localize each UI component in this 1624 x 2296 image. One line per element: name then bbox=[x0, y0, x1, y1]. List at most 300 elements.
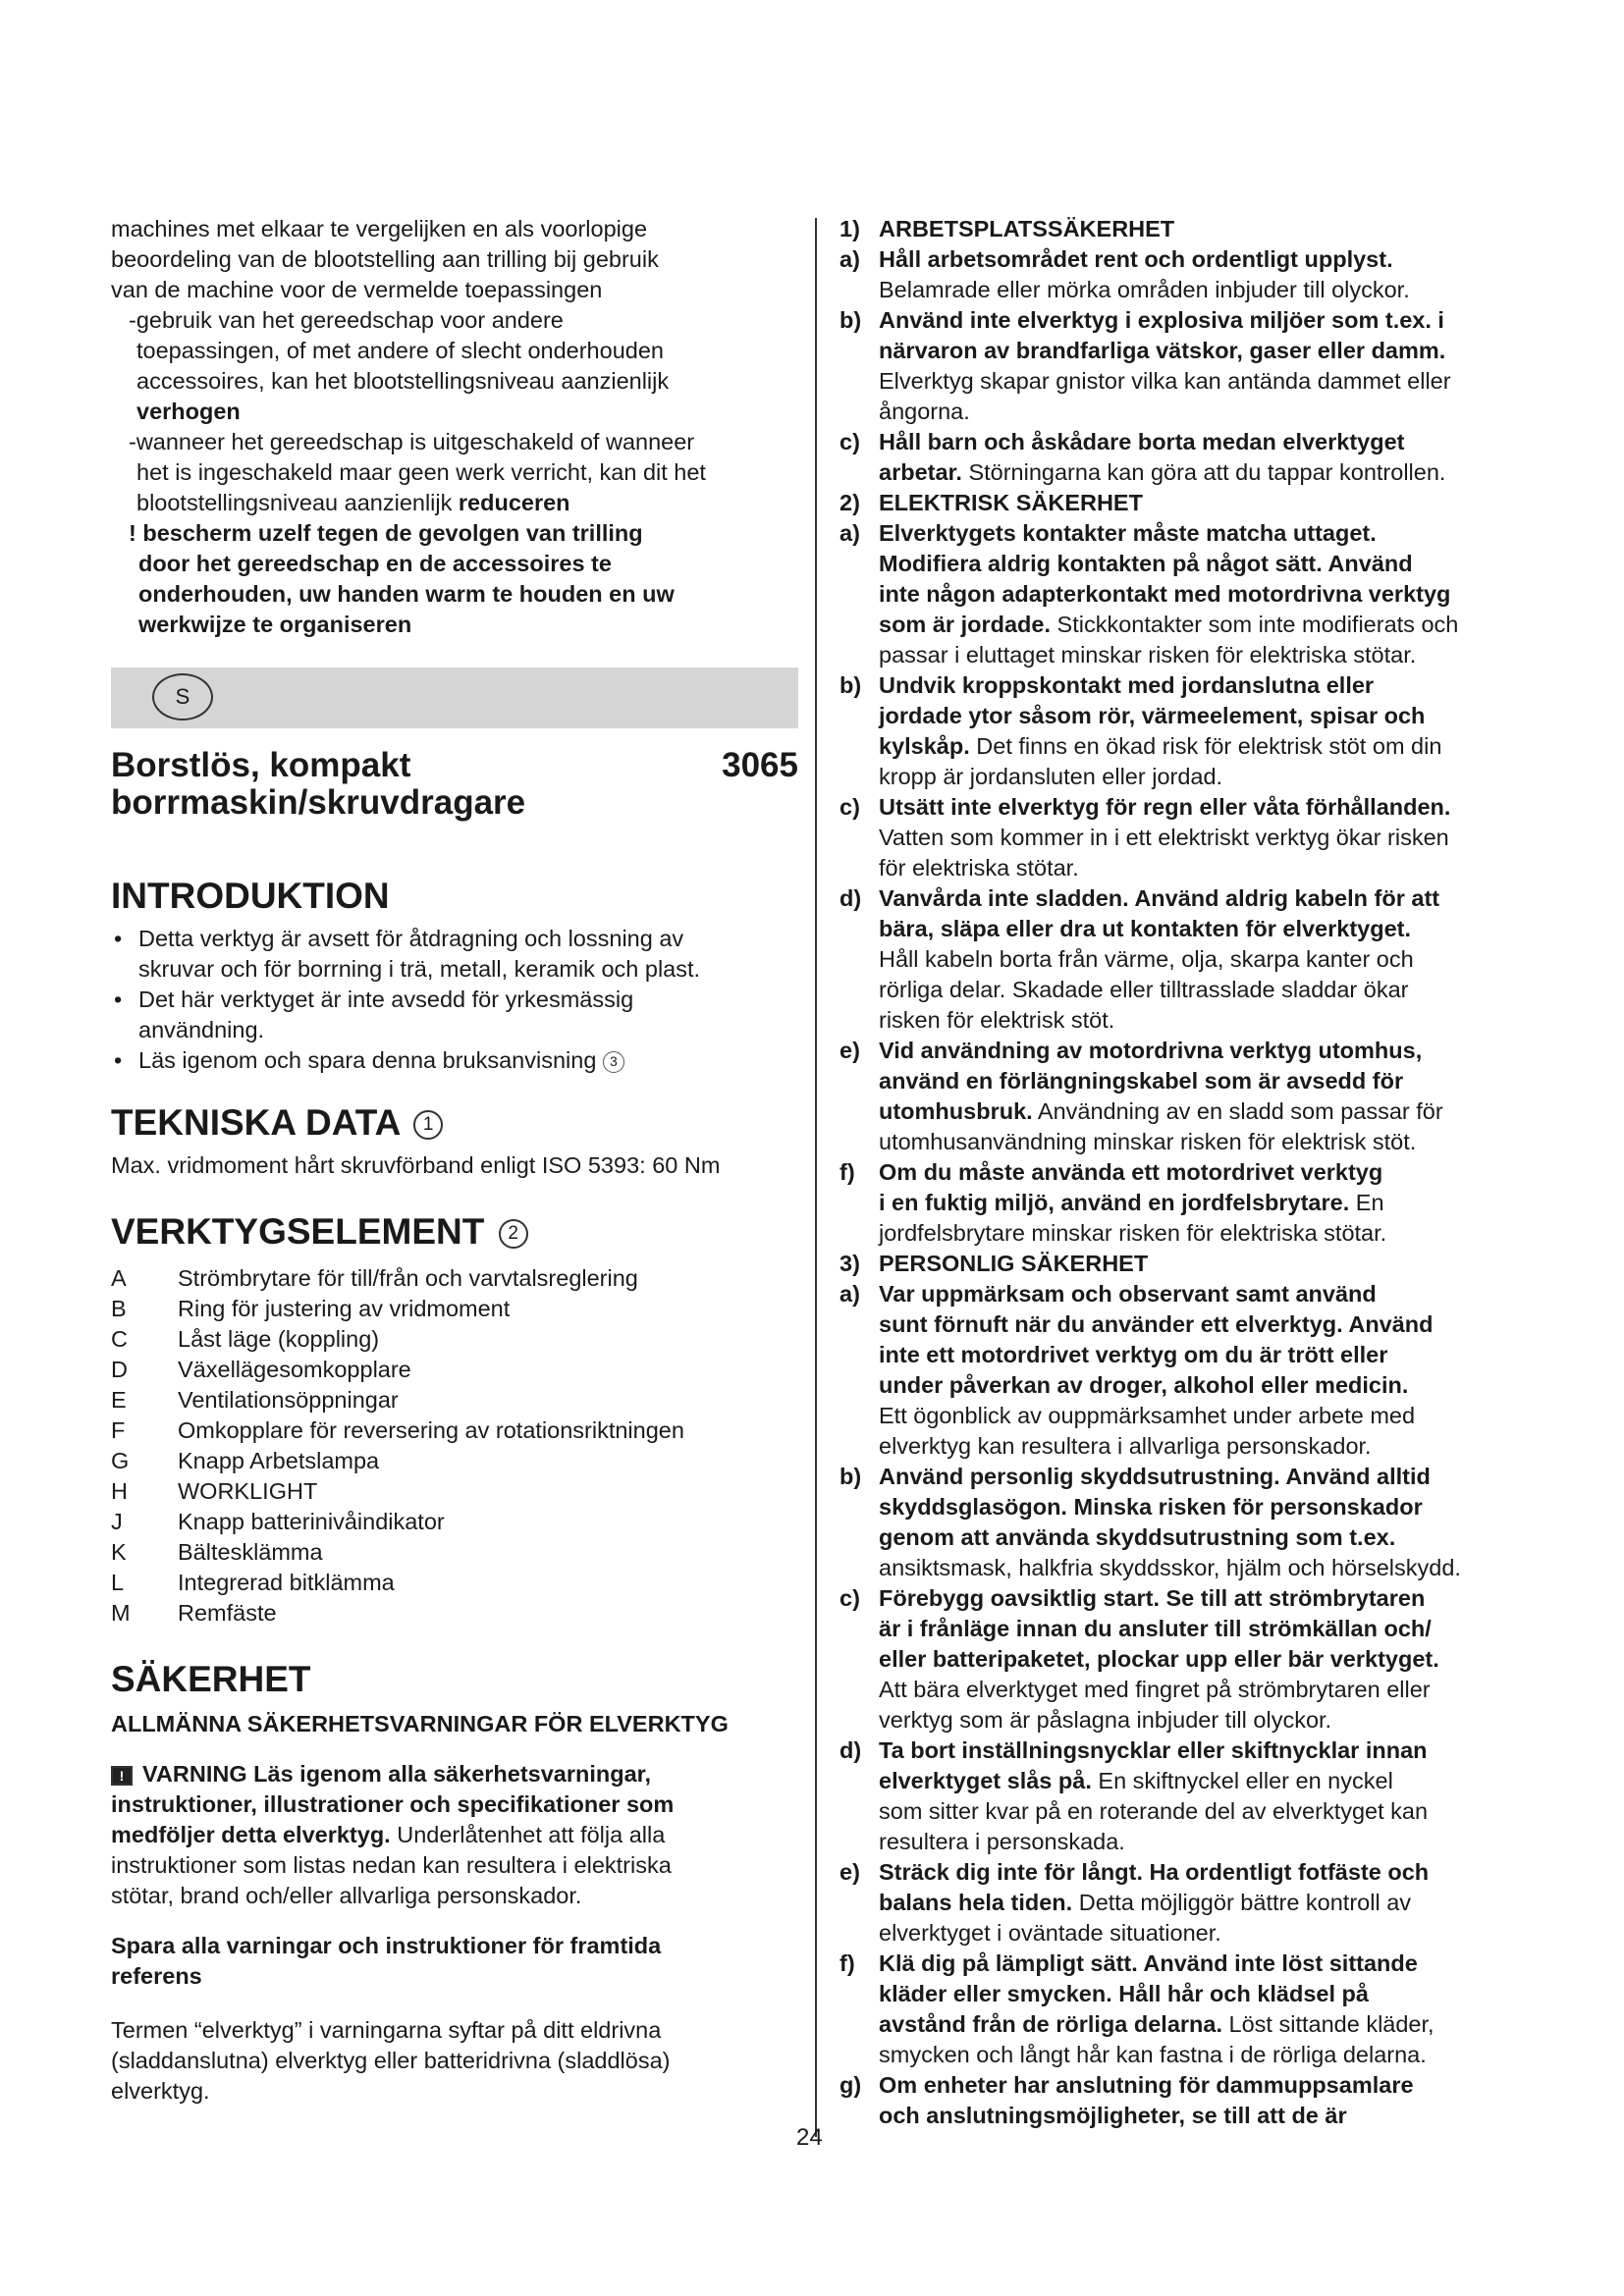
item-text bbox=[879, 853, 1532, 883]
text-line: het is ingeschakeld maar geen werk verricht, kan dit het bbox=[136, 459, 706, 485]
text-span: Om du måste använda ett motordrivet verktyg bbox=[879, 1159, 1383, 1185]
safety-line bbox=[839, 1340, 1532, 1370]
safety-line bbox=[839, 1492, 1532, 1522]
text-span: skyddsglasögon. Minska risken för personskador bbox=[879, 1494, 1423, 1520]
part-row bbox=[111, 1294, 798, 1324]
safety-line bbox=[839, 1675, 1532, 1705]
safety-line bbox=[839, 823, 1532, 853]
safety-line bbox=[839, 853, 1532, 883]
part-row bbox=[111, 1385, 798, 1415]
list-item bbox=[111, 1045, 798, 1076]
text-line: Spara alla varningar och instruktioner för framtida bbox=[111, 1933, 662, 1958]
item-text bbox=[879, 2009, 1532, 2040]
intro-bullets bbox=[111, 924, 798, 1076]
text-span: och anslutningsmöjligheter, se till att de är bbox=[879, 2103, 1347, 2128]
text-span: Elverktygets kontakter måste matcha uttaget. bbox=[879, 520, 1377, 546]
part-description: Strömbrytare för till/från och varvtalsreglering bbox=[178, 1265, 638, 1291]
safety-line bbox=[839, 1735, 1532, 1766]
text-span: PERSONLIG SÄKERHET bbox=[879, 1251, 1149, 1276]
part-letter: L bbox=[111, 1570, 125, 1595]
text-line: -wanneer het gereedschap is uitgeschakeld of wanneer bbox=[129, 429, 695, 454]
text-span: elverktyg kan resultera i allvarliga personskador. bbox=[879, 1433, 1372, 1459]
text-span: Om enheter har anslutning för dammuppsamlare bbox=[879, 2072, 1414, 2098]
item-text bbox=[879, 579, 1532, 610]
safety-line bbox=[839, 275, 1532, 305]
item-label bbox=[839, 1675, 879, 1705]
item-label bbox=[839, 1827, 879, 1857]
save-instructions bbox=[111, 1931, 798, 1992]
part-row bbox=[111, 1415, 798, 1446]
safety-line bbox=[839, 975, 1532, 1005]
part-row bbox=[111, 1324, 798, 1355]
text-span: Löst sittande kläder, bbox=[1222, 2011, 1435, 2037]
part-letter: G bbox=[111, 1448, 130, 1473]
item-label bbox=[839, 1644, 879, 1675]
safety-line bbox=[839, 2070, 1532, 2101]
text-span: Sträck dig inte för långt. Ha ordentligt fotfäste och bbox=[879, 1859, 1430, 1885]
text-span: jordfelsbrytare minskar risken för elektriska stötar. bbox=[879, 1220, 1387, 1246]
text-span: Att bära elverktyget med fingret på strömbrytaren eller bbox=[879, 1677, 1431, 1702]
text-span: VARNING Läs igenom alla säkerhetsvarningar, bbox=[142, 1761, 652, 1787]
text-span: inte någon adapterkontakt med motordrivna verktyg bbox=[879, 581, 1451, 607]
text-line: accessoires, kan het blootstellingsniveau aanzienlijk bbox=[136, 368, 670, 394]
text-span: Belamrade eller mörka områden inbjuder till olyckor. bbox=[879, 277, 1410, 302]
text-line bbox=[111, 1820, 798, 1850]
item-label bbox=[839, 457, 879, 488]
safety-line bbox=[839, 397, 1532, 427]
safety-line bbox=[839, 1583, 1532, 1614]
figure-ref-1: 1 bbox=[413, 1110, 443, 1140]
item-label bbox=[839, 1005, 879, 1036]
item-text bbox=[879, 1492, 1532, 1522]
safety-line bbox=[839, 1370, 1532, 1401]
text-span: Håll kabeln borta från värme, olja, skarpa kanter och bbox=[879, 946, 1414, 972]
item-text bbox=[879, 792, 1532, 823]
item-text bbox=[879, 1188, 1532, 1218]
item-text bbox=[879, 1979, 1532, 2009]
section-heading-tekniska-data bbox=[111, 1101, 798, 1145]
text-span: elverktyget i oväntade situationer. bbox=[879, 1920, 1221, 1946]
safety-line bbox=[839, 579, 1532, 610]
part-letter: C bbox=[111, 1326, 128, 1352]
safety-line bbox=[839, 1766, 1532, 1796]
text-span: Användning av en sladd som passar för bbox=[1032, 1098, 1443, 1124]
safety-line bbox=[839, 1979, 1532, 2009]
section-heading-verktygselement bbox=[111, 1210, 798, 1254]
item-label: g) bbox=[839, 2072, 862, 2098]
safety-line bbox=[839, 1644, 1532, 1675]
item-text bbox=[879, 1735, 1532, 1766]
text-span: Elverktyg skapar gnistor vilka kan antända dammet eller bbox=[879, 368, 1451, 394]
warning-icon: ! bbox=[111, 1766, 133, 1786]
item-label bbox=[839, 1370, 879, 1401]
item-text bbox=[879, 944, 1532, 975]
item-text bbox=[879, 731, 1532, 762]
item-text bbox=[879, 1279, 1532, 1309]
item-text bbox=[879, 762, 1532, 792]
text-span: ansiktsmask, halkfria skyddsskor, hjälm och hörselskydd. bbox=[879, 1555, 1461, 1580]
item-text bbox=[879, 1918, 1532, 1949]
text-span: Undvik kroppskontakt med jordanslutna eller bbox=[879, 672, 1375, 698]
item-label bbox=[839, 2101, 879, 2131]
item-text bbox=[879, 1949, 1532, 1979]
part-description: Växellägesomkopplare bbox=[178, 1357, 411, 1382]
text-line: van de machine voor de vermelde toepassingen bbox=[111, 277, 603, 302]
item-text bbox=[879, 1066, 1532, 1096]
text-span: under påverkan av droger, alkohol eller medicin. bbox=[879, 1372, 1409, 1398]
text-line: skruvar och för borrning i trä, metall, keramik och plast. bbox=[138, 956, 701, 982]
part-description: WORKLIGHT bbox=[178, 1478, 318, 1504]
safety-line bbox=[839, 1036, 1532, 1066]
part-description: Bältesklämma bbox=[178, 1539, 323, 1565]
general-warning bbox=[111, 1759, 798, 1911]
figure-ref-3: 3 bbox=[603, 1051, 624, 1073]
text-line: toepassingen, of met andere of slecht onderhouden bbox=[136, 338, 664, 363]
text-span: ELEKTRISK SÄKERHET bbox=[879, 490, 1143, 515]
text-span: smycken och långt hår kan fastna i de rörliga delarna. bbox=[879, 2042, 1427, 2067]
part-letter: B bbox=[111, 1296, 127, 1321]
safety-line bbox=[839, 336, 1532, 366]
item-text bbox=[879, 1827, 1532, 1857]
safety-line bbox=[839, 1279, 1532, 1309]
text-line: -gebruik van het gereedschap voor andere bbox=[129, 307, 564, 333]
text-span: Det finns en ökad risk för elektrisk stöt om din bbox=[969, 733, 1442, 759]
item-text bbox=[879, 640, 1532, 670]
item-label: e) bbox=[839, 1038, 860, 1063]
text-line: verhogen bbox=[136, 399, 241, 424]
item-label bbox=[839, 1431, 879, 1462]
part-description: Knapp Arbetslampa bbox=[178, 1448, 380, 1473]
safety-line bbox=[839, 1553, 1532, 1583]
item-label bbox=[839, 1340, 879, 1370]
text-line: Termen “elverktyg” i varningarna syftar på ditt eldrivna bbox=[111, 2017, 662, 2043]
safety-line bbox=[839, 2101, 1532, 2131]
item-label: a) bbox=[839, 520, 860, 546]
item-text bbox=[879, 305, 1532, 336]
text-span: medföljer detta elverktyg. bbox=[111, 1822, 391, 1847]
item-label bbox=[839, 1127, 879, 1157]
safety-line bbox=[839, 1249, 1532, 1279]
item-label bbox=[839, 640, 879, 670]
text-span: avstånd från de rörliga delarna. bbox=[879, 2011, 1222, 2037]
text-line bbox=[111, 1759, 798, 1789]
item-text bbox=[879, 1005, 1532, 1036]
item-text bbox=[879, 1431, 1532, 1462]
list-item bbox=[111, 985, 798, 1045]
product-title bbox=[111, 747, 798, 822]
text-line: onderhouden, uw handen warm te houden en uw bbox=[138, 581, 675, 607]
item-label bbox=[839, 1614, 879, 1644]
text-span: som är jordade. bbox=[879, 612, 1051, 637]
safety-line bbox=[839, 701, 1532, 731]
item-text bbox=[879, 336, 1532, 366]
text-span: Vatten som kommer in i ett elektriskt verktyg ökar risken bbox=[879, 825, 1449, 850]
text-line: stötar, brand och/eller allvarliga personskador. bbox=[111, 1883, 582, 1908]
vibration-warning bbox=[111, 518, 798, 640]
item-label bbox=[839, 2009, 879, 2040]
safety-line bbox=[839, 944, 1532, 975]
text-span: närvaron av brandfarliga vätskor, gaser eller damm. bbox=[879, 338, 1446, 363]
item-text bbox=[879, 275, 1532, 305]
part-description: Remfäste bbox=[178, 1600, 277, 1626]
part-description: Ventilationsöppningar bbox=[178, 1387, 399, 1413]
item-label bbox=[839, 336, 879, 366]
text-span: Håll arbetsområdet rent och ordentligt upplyst. bbox=[879, 246, 1393, 272]
item-label: a) bbox=[839, 246, 860, 272]
item-label bbox=[839, 1096, 879, 1127]
item-text bbox=[879, 518, 1532, 549]
part-description: Integrerad bitklämma bbox=[178, 1570, 395, 1595]
safety-line bbox=[839, 1066, 1532, 1096]
text-span: passar i eluttaget minskar risken för elektriska stötar. bbox=[879, 642, 1417, 667]
text-span: Ta bort inställningsnycklar eller skiftnycklar innan bbox=[879, 1737, 1428, 1763]
section-heading-sakerhet: SÄKERHET bbox=[111, 1659, 311, 1699]
part-row bbox=[111, 1355, 798, 1385]
text-span: som sitter kvar på en roterande del av elverktyget kan bbox=[879, 1798, 1429, 1824]
item-label: 2) bbox=[839, 490, 860, 515]
safety-line bbox=[839, 1614, 1532, 1644]
item-label: d) bbox=[839, 1737, 862, 1763]
item-label bbox=[839, 1492, 879, 1522]
safety-line bbox=[839, 2040, 1532, 2070]
safety-line bbox=[839, 792, 1532, 823]
item-label: b) bbox=[839, 307, 862, 333]
part-row bbox=[111, 1263, 798, 1294]
item-text bbox=[879, 1401, 1532, 1431]
safety-line bbox=[839, 610, 1532, 640]
text-span: En skiftnyckel eller en nyckel bbox=[1091, 1768, 1393, 1793]
text-span: Stickkontakter som inte modifierats och bbox=[1051, 612, 1459, 637]
item-label bbox=[839, 1796, 879, 1827]
item-text bbox=[879, 883, 1532, 914]
item-label: b) bbox=[839, 672, 862, 698]
text-span: eller batteripaketet, plockar upp eller bär verktyget. bbox=[879, 1646, 1439, 1672]
item-label bbox=[839, 1918, 879, 1949]
text-line: beoordeling van de blootstelling aan trilling bij gebruik bbox=[111, 246, 659, 272]
text-span: Ett ögonblick av ouppmärksamhet under arbete med bbox=[879, 1403, 1416, 1428]
item-label bbox=[839, 853, 879, 883]
item-label bbox=[839, 610, 879, 640]
item-label bbox=[839, 549, 879, 579]
item-label: c) bbox=[839, 1585, 860, 1611]
safety-line bbox=[839, 518, 1532, 549]
safety-line bbox=[839, 244, 1532, 275]
safety-line bbox=[839, 1827, 1532, 1857]
text-span: Förebygg oavsiktlig start. Se till att strömbrytaren bbox=[879, 1585, 1426, 1611]
item-text bbox=[879, 2040, 1532, 2070]
text-line: • Detta verktyg är avsett för åtdragning och lossning av bbox=[138, 926, 684, 951]
section-heading-introduktion: INTRODUKTION bbox=[111, 876, 390, 916]
part-row bbox=[111, 1568, 798, 1598]
text-span: elverktyget slås på. bbox=[879, 1768, 1092, 1793]
item-text bbox=[879, 1644, 1532, 1675]
item-text bbox=[879, 1857, 1532, 1888]
item-label bbox=[839, 275, 879, 305]
item-label bbox=[839, 944, 879, 975]
item-label: f) bbox=[839, 1159, 855, 1185]
item-label bbox=[839, 731, 879, 762]
safety-line bbox=[839, 1005, 1532, 1036]
text-line: instruktioner som listas nedan kan resultera i elektriska bbox=[111, 1852, 672, 1878]
item-text bbox=[879, 1127, 1532, 1157]
item-text bbox=[879, 427, 1532, 457]
safety-line bbox=[839, 1796, 1532, 1827]
text-span: Läs igenom och spara denna bruksanvisning bbox=[138, 1047, 597, 1073]
text-span: genom att använda skyddsutrustning som t.ex. bbox=[879, 1524, 1396, 1550]
item-label bbox=[839, 1766, 879, 1796]
part-row bbox=[111, 1476, 798, 1507]
text-line: (sladdanslutna) elverktyg eller batteridrivna (sladdlösa) bbox=[111, 2048, 671, 2073]
text-line: instruktioner, illustrationer och specifikationer som bbox=[111, 1791, 675, 1817]
item-text bbox=[879, 670, 1532, 701]
text-span: blootstellingsniveau aanzienlijk bbox=[136, 490, 459, 515]
text-span: jordade ytor såsom rör, värmeelement, spisar och bbox=[879, 703, 1426, 728]
item-text bbox=[879, 1340, 1532, 1370]
text-span: resultera i personskada. bbox=[879, 1829, 1125, 1854]
text-line: ! bescherm uzelf tegen de gevolgen van trilling bbox=[129, 520, 643, 546]
item-text bbox=[879, 610, 1532, 640]
parts-list bbox=[111, 1263, 798, 1629]
page-number: 24 bbox=[796, 2124, 823, 2151]
safety-line bbox=[839, 1918, 1532, 1949]
item-label bbox=[839, 1066, 879, 1096]
text-span: risken för elektrisk stöt. bbox=[879, 1007, 1115, 1033]
text-span: ångorna. bbox=[879, 399, 970, 424]
item-text bbox=[879, 1036, 1532, 1066]
part-letter: M bbox=[111, 1600, 131, 1626]
part-letter: A bbox=[111, 1265, 127, 1291]
right-column bbox=[839, 214, 1532, 2131]
item-text bbox=[879, 1796, 1532, 1827]
safety-line bbox=[839, 640, 1532, 670]
item-text bbox=[879, 214, 1532, 244]
item-label bbox=[839, 1553, 879, 1583]
safety-line bbox=[839, 1857, 1532, 1888]
safety-line bbox=[839, 731, 1532, 762]
item-label bbox=[839, 1401, 879, 1431]
item-text bbox=[879, 1370, 1532, 1401]
safety-line bbox=[839, 1522, 1532, 1553]
text-line bbox=[129, 488, 798, 518]
part-row bbox=[111, 1598, 798, 1629]
safety-line bbox=[839, 214, 1532, 244]
part-description: Knapp batterinivåindikator bbox=[178, 1509, 445, 1534]
text-line: machines met elkaar te vergelijken en als voorlopige bbox=[111, 216, 648, 241]
safety-line bbox=[839, 670, 1532, 701]
text-span: Modifiera aldrig kontakten på något sätt. Använd bbox=[879, 551, 1413, 576]
item-label: 3) bbox=[839, 1251, 860, 1276]
item-label: 1) bbox=[839, 216, 860, 241]
item-text bbox=[879, 2070, 1532, 2101]
item-text bbox=[879, 244, 1532, 275]
safety-line bbox=[839, 914, 1532, 944]
item-label: b) bbox=[839, 1464, 862, 1489]
item-label: f) bbox=[839, 1950, 855, 1976]
item-label: a) bbox=[839, 1281, 860, 1307]
safety-line bbox=[839, 457, 1532, 488]
item-label bbox=[839, 397, 879, 427]
item-label bbox=[839, 579, 879, 610]
text-span: Använd inte elverktyg i explosiva miljöer som t.ex. i bbox=[879, 307, 1444, 333]
title-line: borrmaskin/skruvdragare bbox=[111, 783, 526, 822]
item-label bbox=[839, 2040, 879, 2070]
item-text bbox=[879, 488, 1532, 518]
safety-line bbox=[839, 549, 1532, 579]
text-span: kropp är jordansluten eller jordad. bbox=[879, 764, 1223, 789]
text-span: rörliga delar. Skadade eller tilltrasslade sladdar ökar bbox=[879, 977, 1409, 1002]
language-badge: S bbox=[152, 673, 213, 721]
item-label bbox=[839, 1705, 879, 1735]
torque-spec: Max. vridmoment hårt skruvförband enligt ISO 5393: 60 Nm bbox=[111, 1152, 721, 1178]
item-label bbox=[839, 1979, 879, 2009]
text-span: Störningarna kan göra att du tappar kontrollen. bbox=[961, 459, 1446, 485]
term-definition bbox=[111, 2015, 798, 2107]
language-banner bbox=[111, 667, 798, 728]
text-span: balans hela tiden. bbox=[879, 1890, 1073, 1915]
item-label bbox=[839, 1188, 879, 1218]
title-line: Borstlös, kompakt bbox=[111, 746, 411, 784]
safety-line bbox=[839, 1096, 1532, 1127]
text-span: Var uppmärksam och observant samt använd bbox=[879, 1281, 1377, 1307]
part-description: Omkopplare för reversering av rotationsriktningen bbox=[178, 1417, 684, 1443]
item-text bbox=[879, 1675, 1532, 1705]
text-line: • Det här verktyget är inte avsedd för yrkesmässig bbox=[138, 987, 634, 1012]
text-line: door het gereedschap en de accessoires te bbox=[138, 551, 612, 576]
item-text bbox=[879, 366, 1532, 397]
part-letter: K bbox=[111, 1539, 127, 1565]
item-label: d) bbox=[839, 885, 862, 911]
safety-subheading: ALLMÄNNA SÄKERHETSVARNINGAR FÖR ELVERKTYG bbox=[111, 1711, 729, 1736]
text-span: utomhusbruk. bbox=[879, 1098, 1033, 1124]
item-text bbox=[879, 1096, 1532, 1127]
intro-paragraph bbox=[111, 214, 798, 305]
item-label bbox=[839, 823, 879, 853]
item-text bbox=[879, 701, 1532, 731]
text-span: Vanvårda inte sladden. Använd aldrig kabeln för att bbox=[879, 885, 1440, 911]
part-description: Ring för justering av vridmoment bbox=[178, 1296, 511, 1321]
text-span: kläder eller smycken. Håll hår och klädsel på bbox=[879, 1981, 1369, 2006]
item-label bbox=[839, 1309, 879, 1340]
safety-line bbox=[839, 1309, 1532, 1340]
item-text bbox=[879, 397, 1532, 427]
safety-line bbox=[839, 1127, 1532, 1157]
safety-line bbox=[839, 488, 1532, 518]
item-label bbox=[839, 1522, 879, 1553]
item-text bbox=[879, 1553, 1532, 1583]
item-text bbox=[879, 1766, 1532, 1796]
item-text bbox=[879, 549, 1532, 579]
part-row bbox=[111, 1537, 798, 1568]
item-text bbox=[879, 1249, 1532, 1279]
safety-line bbox=[839, 1157, 1532, 1188]
text-span: bära, släpa eller dra ut kontakten för elverktyget. bbox=[879, 916, 1412, 941]
item-label: e) bbox=[839, 1859, 860, 1885]
text-span: sunt förnuft när du använder ett elverktyg. Använd bbox=[879, 1311, 1434, 1337]
column-divider bbox=[815, 218, 817, 2137]
text-span: ARBETSPLATSSÄKERHET bbox=[879, 216, 1175, 241]
heading-text: TEKNISKA DATA bbox=[111, 1102, 400, 1143]
dash-paragraph-1 bbox=[111, 305, 798, 427]
text-line: elverktyg. bbox=[111, 2078, 210, 2104]
item-label bbox=[839, 1888, 879, 1918]
text-span: En bbox=[1349, 1190, 1384, 1215]
list-item bbox=[111, 924, 798, 985]
safety-line bbox=[839, 305, 1532, 336]
text-line: användning. bbox=[138, 1017, 265, 1042]
part-letter: D bbox=[111, 1357, 128, 1382]
item-label bbox=[839, 701, 879, 731]
item-label bbox=[839, 366, 879, 397]
